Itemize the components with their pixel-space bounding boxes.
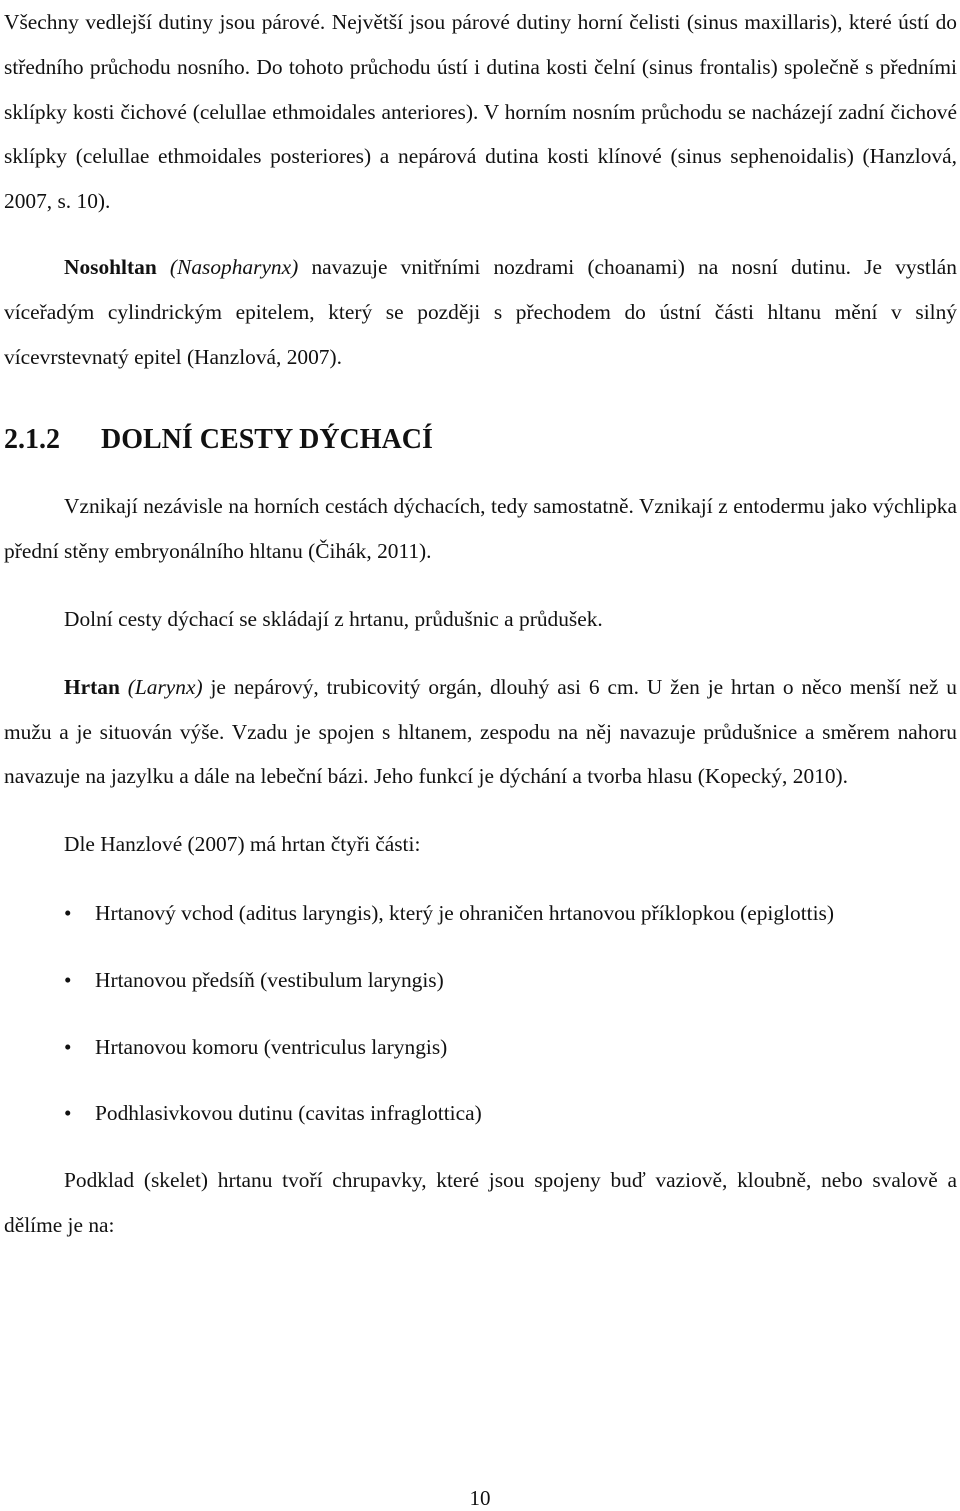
bullet-icon: • bbox=[64, 1034, 72, 1059]
list-item-text: Podhlasivkovou dutinu (cavitas infraglottica) bbox=[95, 1101, 482, 1126]
bullet-icon: • bbox=[64, 967, 72, 992]
page-number: 10 bbox=[469, 1486, 491, 1510]
section-number: 2.1.2 bbox=[4, 424, 60, 456]
list-item bbox=[4, 958, 957, 1003]
list-item bbox=[4, 891, 957, 936]
paragraph-origin: Vznikají nezávisle na horních cestách dýchacích, tedy samostatně. Vznikají z entodermu jako výchlipka přední stěny embryonálního hltanu (Čihák, 2011). bbox=[4, 494, 957, 564]
list-item-text: Hrtanovou předsíň (vestibulum laryngis) bbox=[95, 967, 444, 992]
document-page bbox=[4, 0, 957, 1248]
paragraph-lower-airways: Dolní cesty dýchací se skládají z hrtanu, průdušnic a průdušek. bbox=[64, 606, 603, 631]
list-item bbox=[4, 1025, 957, 1070]
list-item-text: Hrtanovou komoru (ventriculus laryngis) bbox=[95, 1034, 448, 1059]
bullet-icon: • bbox=[64, 900, 72, 925]
paragraph-larynx-skeleton: Podklad (skelet) hrtanu tvoří chrupavky, které jsou spojeny buď vaziově, kloubně, nebo svalově a dělíme je na: bbox=[4, 1168, 957, 1237]
section-heading bbox=[4, 418, 957, 462]
paragraph-larynx-text: je nepárový, trubicovitý orgán, dlouhý asi 6 cm. U žen je hrtan o něco menší než u mužu a je situován výše. Vzadu je spojen s hltanem, zespodu na něj navazuje průdušnice a směrem nahoru navazuje na jazylku a dále na lebeční bázi. Jeho funkcí je dýchání a tvorba hlasu (Kopecký, 2010). bbox=[4, 674, 957, 789]
latin-larynx: (Larynx) bbox=[127, 674, 203, 699]
paragraph-larynx bbox=[4, 665, 957, 799]
paragraph-sinuses: Všechny vedlejší dutiny jsou párové. Největší jsou párové dutiny horní čelisti (sinus maxillaris), které ústí do středního průchodu nosního. Do tohoto průchodu ústí i dutina kosti čelní (sinus frontalis) společně s předními sklípky kosti čichové (celullae ethmoidales anteriores). V horním nosním průchodu se nacházejí zadní čichové sklípky (celullae ethmoidales posteriores) a nepárová dutina kosti klínové (sinus sephenoidalis) (Hanzlová, 2007, s. 10). bbox=[4, 10, 957, 214]
list-item bbox=[4, 1091, 957, 1136]
paragraph-larynx-parts-intro: Dle Hanzlové (2007) má hrtan čtyři části: bbox=[64, 832, 421, 857]
paragraph-nasopharynx bbox=[4, 245, 957, 379]
term-nasopharynx: Nosohltan bbox=[64, 254, 157, 279]
list-item-text: Hrtanový vchod (aditus laryngis), který je ohraničen hrtanovou příklopkou (epiglottis) bbox=[95, 900, 834, 925]
latin-nasopharynx: (Nasopharynx) bbox=[169, 254, 299, 279]
section-title: DOLNÍ CESTY DÝCHACÍ bbox=[101, 424, 433, 456]
larynx-parts-list bbox=[4, 891, 957, 1136]
term-larynx: Hrtan bbox=[64, 674, 120, 699]
bullet-icon: • bbox=[64, 1101, 72, 1126]
paragraph-nasopharynx-text: navazuje vnitřními nozdrami (choanami) na nosní dutinu. Je vystlán víceřadým cylindrickým epitelem, který se později s přechodem do ústní části hltanu mění v silný vícevrstevnatý epitel (Hanzlová, 2007). bbox=[4, 254, 957, 369]
